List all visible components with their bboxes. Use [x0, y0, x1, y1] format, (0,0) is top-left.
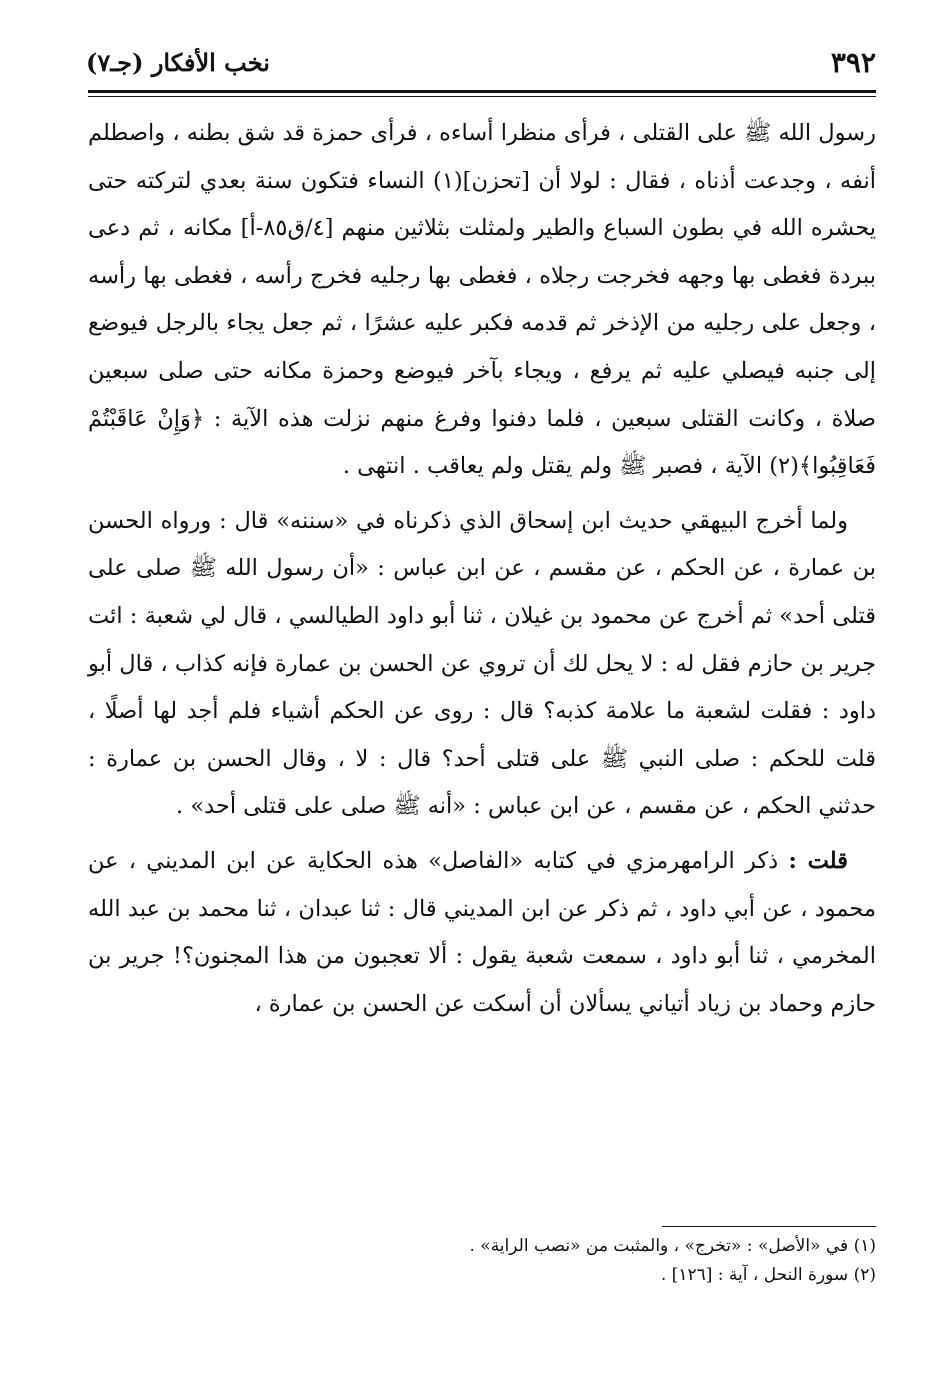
- text-line: ﷺ ولم يقتل ولم يعاقب . انتهى .: [342, 453, 647, 480]
- footnote: (١) في «الأصل» : «تخرج» ، والمثبت من «نصب الراية» .: [469, 1236, 876, 1256]
- text-line: شعبة : ائت جرير بن حازم فقل له : لا يحل لك أن تروي عن الحسن بن عمارة فإنه: [88, 602, 877, 677]
- page-header: [86, 46, 876, 86]
- text-line: رجليه فخرج رأسه ، فغطى بها رأسه ، وجعل على رجليه من الإذخر ثم قدمه: [88, 262, 876, 337]
- text-line: المخرمي ، ثنا أبو داود ، سمعت شعبة يقول : ألا تعجبون من هذا المجنون؟!: [172, 943, 876, 970]
- paragraph: [88, 110, 876, 491]
- book-title: نخب الأفكار (جـ٧): [86, 48, 270, 77]
- paragraph: [88, 838, 876, 1028]
- text-line: فكبر عليه عشرًا ، ثم جعل يجاء بالرجل فيوضع إلى جنبه فيصلي عليه ثم يرفع ،: [88, 310, 876, 384]
- text-line: [٤/ق٨٥-أ] مكانه ، ثم دعى ببردة فغطى بها وجهه فخرجت رجلاه ، فغطى بها: [88, 215, 877, 289]
- text-line: صلى على قتلى أحد» ثم أخرج عن محمود بن غيلان ، ثنا أبو داود الطيالسي ، قال لي: [88, 555, 876, 629]
- text-line: محمود ، عن أبي داود ، ثم ذكر عن ابن المديني قال : ثنا عبدان ، ثنا محمد بن عبد الله: [88, 895, 876, 922]
- text-line: كذاب ، قال أبو داود : فقلت لشعبة ما علامة كذبه؟ قال : روى عن الحكم أشياء: [88, 650, 876, 725]
- text-line: واصطلم أنفه ، وجدعت أذناه ، فقال : لولا أن [تحزن](١) النساء فتكون سنة: [88, 120, 876, 194]
- text-line: بعدي لتركته حتى يحشره الله في بطون السباع والطير ولمثلت بثلاثين منهم: [88, 167, 876, 242]
- text-line: رسول الله ﷺ على القتلى ، فرأى منظرا أساءه ، فرأى حمزة قد شق بطنه ،: [172, 120, 876, 146]
- footnotes: [88, 1232, 876, 1290]
- text-line: ذكر الرامهرمزي في كتابه «الفاصل» هذه الحكاية عن ابن المديني ، عن: [88, 847, 779, 874]
- main-text: [88, 110, 876, 1028]
- text-line: ويجاء بآخر فيوضع وحمزة مكانه حتى صلى سبعين صلاة ، وكانت القتلى سبعين ،: [88, 357, 876, 432]
- footnote: (٢) سورة النحل ، آية : [١٢٦] .: [660, 1265, 876, 1285]
- paragraph: [88, 498, 876, 831]
- text-line: جرير بن حازم وحماد بن زياد أتياني يسألان أن أسكت عن الحسن بن عمارة ،: [88, 943, 876, 1017]
- header-rule-thick: [88, 90, 876, 93]
- footnote-separator: [662, 1226, 876, 1227]
- page-number: ٣٩٢: [830, 46, 876, 79]
- text-line: ولما أخرج البيهقي حديث ابن إسحاق الذي ذكرناه في «سننه» قال : ورواه: [160, 507, 848, 534]
- paragraph-lead: قلت :: [788, 847, 848, 874]
- text-line: الحسن بن عمارة : حدثني الحكم ، عن مقسم ، عن ابن عباس : «أنه ﷺ صلى على: [88, 745, 876, 820]
- text-line: الحسن بن عمارة ، عن الحكم ، عن مقسم ، عن ابن عباس : «أن رسول الله ﷺ: [88, 507, 876, 582]
- text-line: فلما دفنوا وفرغ منهم نزلت هذه الآية : ﴿وَإِنْ عَاقَبْتُمْ فَعَاقِبُوا﴾(٢) الآية ، فصبر: [88, 405, 876, 480]
- text-line: فلم أجد لها أصلًا ، قلت للحكم : صلى النبي ﷺ على قتلى أحد؟ قال : لا ، وقال: [88, 698, 876, 772]
- header-rule-thin: [88, 96, 876, 97]
- text-line: قتلى أحد» .: [176, 793, 287, 820]
